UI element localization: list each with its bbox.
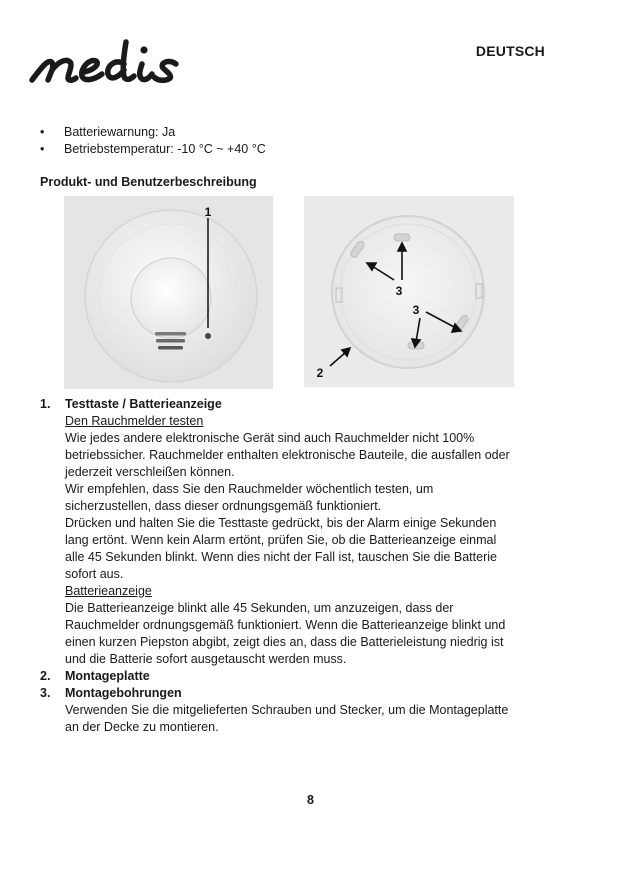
callout-label-3-top: 3 (395, 284, 403, 298)
text-line: und die Batterie sofort ausgetauscht werden muss. (65, 652, 347, 666)
nedis-logo-graphic (28, 34, 218, 90)
text-line: lang ertönt. Wenn kein Alarm ertönt, prüfen Sie, ob die Batterieanzeige einmal (65, 533, 497, 547)
text-line: Drücken und halten Sie die Testtaste gedrückt, bis der Alarm einige Sekunden (65, 516, 497, 530)
item-title: Testtaste / Batterieanzeige (65, 397, 222, 411)
text-line: Die Batterieanzeige blinkt alle 45 Sekunden, um anzuzeigen, dass der (65, 601, 454, 615)
bullet-icon: • (40, 125, 45, 139)
list-item-mounting-holes (40, 685, 540, 736)
text-line: sicherzustellen, dass dieser ordnungsgemäß funktioniert. (65, 499, 382, 513)
description-list (40, 396, 540, 736)
bullet-icon: • (40, 142, 45, 156)
item-title: Montagebohrungen (65, 686, 182, 700)
paragraph (65, 600, 540, 668)
text-line: Rauchmelder ordnungsgemäß funktioniert. Wenn die Batterieanzeige blinkt und (65, 618, 506, 632)
text-line: betriebssicher. Rauchmelder enthalten elektronische Bauteile, die ausfallen oder (65, 448, 510, 462)
list-item-mounting-plate (40, 668, 540, 685)
spec-item (40, 124, 266, 141)
callout-label-1: 1 (204, 205, 212, 219)
item-number: 3. (40, 686, 51, 700)
callout-label-2: 2 (316, 366, 324, 380)
spec-operating-temperature: Betriebstemperatur: -10 °C ~ +40 °C (64, 142, 266, 156)
text-line: Wir empfehlen, dass Sie den Rauchmelder wöchentlich testen, um (65, 482, 434, 496)
smoke-detector-photo (64, 196, 273, 389)
paragraph (65, 702, 540, 736)
spec-list (40, 124, 266, 158)
nedis-logo (28, 34, 218, 90)
subheading-battery-indicator: Batterieanzeige (65, 584, 152, 598)
text-line: jederzeit verschleißen können. (65, 465, 235, 479)
spec-battery-warning: Batteriewarnung: Ja (64, 125, 176, 139)
list-item-test-button (40, 396, 540, 668)
item-number: 1. (40, 397, 51, 411)
subheading-test-detector: Den Rauchmelder testen (65, 414, 204, 428)
mounting-plate-photo (304, 196, 514, 387)
text-line: an der Decke zu montieren. (65, 720, 219, 734)
paragraph (65, 430, 540, 583)
spec-item (40, 141, 266, 158)
callout-label-3-right: 3 (412, 303, 420, 317)
page-number: 8 (307, 793, 314, 807)
language-label: DEUTSCH (475, 43, 545, 59)
item-title: Montageplatte (65, 669, 150, 683)
text-line: sofort aus. (65, 567, 124, 581)
text-line: einen kurzen Piepston abgibt, zeigt dies an, dass die Batterieleistung niedrig ist (65, 635, 504, 649)
section-title: Produkt- und Benutzerbeschreibung (40, 175, 257, 189)
item-number: 2. (40, 669, 51, 683)
text-line: Wie jedes andere elektronische Gerät sind auch Rauchmelder nicht 100% (65, 431, 475, 445)
text-line: alle 45 Sekunden blinkt. Wenn dies nicht der Fall ist, tauschen Sie die Batterie (65, 550, 497, 564)
text-line: Verwenden Sie die mitgelieferten Schrauben und Stecker, um die Montageplatte (65, 703, 509, 717)
